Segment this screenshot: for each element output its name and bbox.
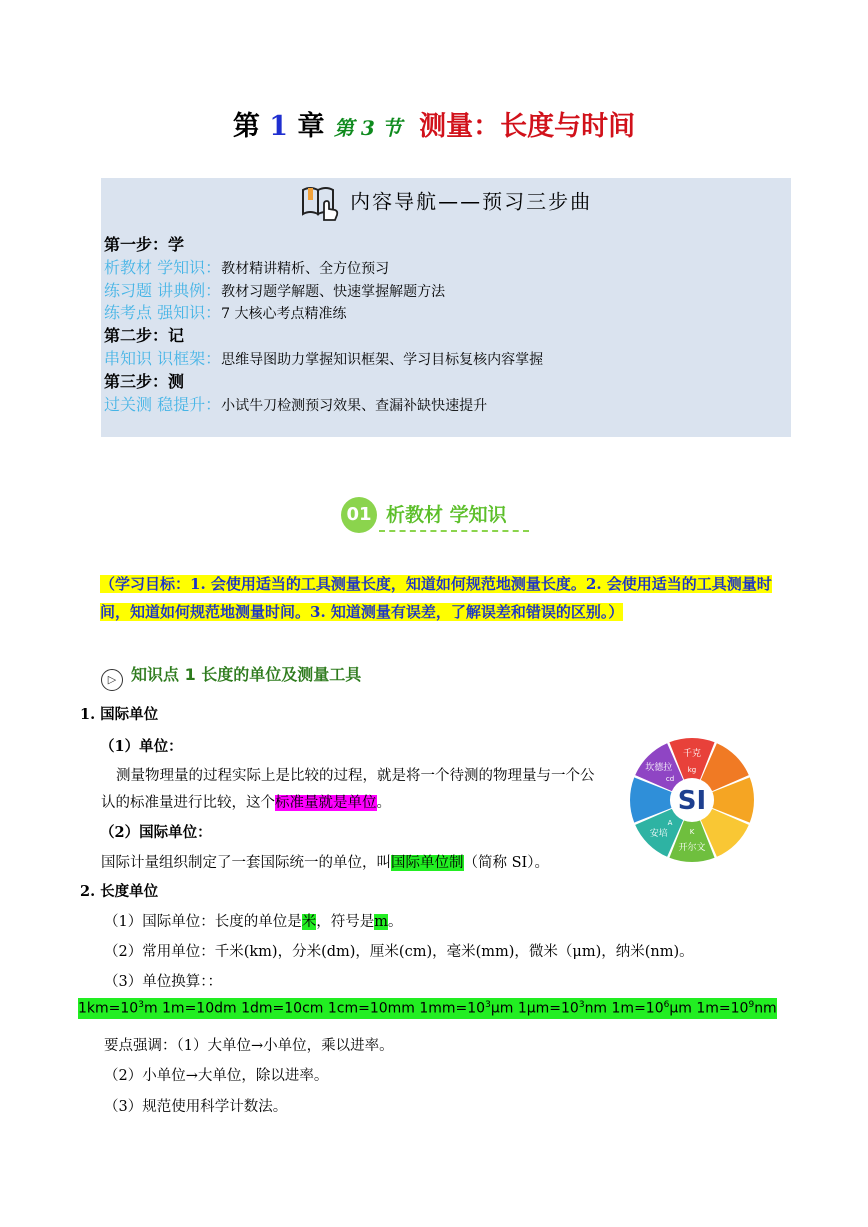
text-segment: （简称 SI）。	[463, 855, 550, 871]
title-main: 测量：长度与时间	[419, 111, 636, 142]
heading-length-units: 2. 长度单位	[80, 883, 159, 900]
section-number: 第 3 节	[333, 116, 402, 140]
goal-line-2: 间，知道如何规范地测量时间。3. 知道测量有误差，了解误差和错误的区别。）	[100, 603, 624, 621]
si-wheel-symbol: kg	[687, 766, 697, 774]
si-wheel-label: 坎德拉	[645, 762, 673, 773]
length-si-unit	[104, 910, 402, 931]
exponent: 3	[138, 1000, 144, 1010]
nav-item-desc: 教材习题学解题、快速掌握解题方法	[221, 283, 446, 300]
nav-item-key: 过关测 稳提升：	[104, 394, 222, 414]
unit-conversion-line	[78, 998, 777, 1019]
nav-item-desc: 7 大核心考点精准练	[221, 306, 347, 323]
text-segment: μm 1m=10	[669, 1000, 749, 1017]
goal-line-1: （学习目标：1. 会使用适当的工具测量长度，知道如何规范地测量长度。2. 会使用适当的工具测量时	[100, 575, 772, 593]
si-wheel-label: 千克	[682, 749, 702, 759]
highlight-meter: 米	[301, 914, 317, 930]
si-wheel-symbol: A	[667, 818, 673, 827]
nav-item-key: 练习题 讲典例：	[104, 280, 222, 300]
nav-item	[104, 257, 784, 280]
si-wheel-center-text: SI	[677, 786, 707, 816]
text-segment: ，符号是	[316, 914, 375, 930]
nav-item-key: 串知识 识框架：	[104, 348, 222, 368]
nav-item-key: 析教材 学知识：	[104, 257, 222, 277]
note-line-1: 要点强调：（1）大单位→小单位，乘以进率。	[104, 1038, 394, 1054]
text-segment: nm 1m=10	[584, 1000, 664, 1017]
exponent: 6	[663, 1000, 670, 1010]
text-segment: 1km=10	[78, 1000, 139, 1017]
chapter-number: 1	[269, 111, 289, 142]
knowledge-point-text: 知识点 1 长度的单位及测量工具	[131, 665, 362, 684]
book-pointer-icon	[300, 184, 340, 222]
highlight-si: 国际单位制	[391, 855, 464, 871]
si-units-wheel-image	[627, 735, 757, 865]
highlight-m: m	[374, 914, 388, 930]
heading-international-units: 1. 国际单位	[80, 706, 159, 723]
text-segment: 认的标准量进行比较，这个	[101, 795, 275, 811]
exponent: 3	[578, 1000, 585, 1010]
nav-step-heading: 第二步：记	[104, 326, 185, 346]
si-wheel-symbol: K	[689, 828, 695, 836]
common-units: （2）常用单位：千米(km)，分米(dm)，厘米(cm)，毫米(mm)，微米（μm)，纳米(nm)。	[104, 944, 694, 960]
nav-step-heading: 第一步：学	[104, 235, 185, 254]
exponent: 3	[485, 1000, 491, 1010]
nav-step-heading: 第三步：测	[104, 371, 185, 391]
chapter-prefix: 第	[232, 111, 260, 142]
nav-heading-text: 内容导航——预习三步曲	[350, 189, 593, 214]
unit-conversion-label: （3）单位换算：：	[104, 974, 222, 990]
content-navigation-box	[101, 178, 791, 437]
nav-item	[104, 302, 784, 325]
nav-item-desc: 思维导图助力掌握知识框架、学习目标复核内容掌握	[221, 351, 544, 368]
section-divider	[379, 530, 529, 532]
nav-item-desc: 教材精讲精析、全方位预习	[221, 260, 390, 277]
paragraph-unit-line-1: 测量物理量的过程实际上是比较的过程，就是将一个待测的物理量与一个公	[116, 768, 595, 784]
sub-heading-si: （2）国际单位：	[100, 824, 212, 841]
nav-lines	[104, 234, 784, 416]
arrow-circle-icon: ▷	[101, 669, 123, 691]
chapter-suffix: 章	[297, 111, 325, 142]
page-title	[0, 104, 868, 143]
text-segment: 。	[376, 795, 391, 811]
text-segment: m 1m=10dm 1dm=10cm 1cm=10mm 1mm=10	[143, 1000, 486, 1017]
si-wheel-label: 安培	[649, 829, 668, 840]
text-segment: 国际计量组织制定了一套国际统一的单位，叫	[101, 855, 391, 871]
paragraph-si	[101, 851, 549, 872]
nav-heading	[101, 184, 791, 222]
note-line-3: （3）规范使用科学计数法。	[104, 1099, 288, 1115]
paragraph-unit-line-2	[101, 791, 391, 812]
text-segment: 。	[387, 914, 403, 930]
text-segment: nm	[754, 1000, 777, 1017]
text-segment: μm 1μm=10	[490, 1000, 579, 1017]
section-label: 析教材 学知识	[386, 504, 507, 526]
nav-item-key: 练考点 强知识：	[104, 303, 222, 323]
exponent: 9	[748, 1000, 755, 1010]
si-wheel-label: 开尔文	[678, 843, 706, 853]
nav-item	[104, 348, 784, 371]
nav-item	[104, 280, 784, 303]
sub-heading-unit: （1）单位：	[100, 738, 183, 755]
note-line-2: （2）小单位→大单位，除以进率。	[104, 1068, 329, 1084]
nav-item-desc: 小试牛刀检测预习效果、查漏补缺快速提升	[221, 397, 488, 414]
highlight-standard-unit: 标准量就是单位	[275, 795, 377, 811]
knowledge-point-heading	[101, 662, 361, 691]
learning-goals	[100, 570, 790, 626]
nav-item	[104, 394, 784, 417]
text-segment: （1）国际单位：长度的单位是	[104, 914, 302, 930]
section-number-badge: 01	[341, 497, 377, 533]
si-wheel-symbol: cd	[665, 775, 675, 784]
